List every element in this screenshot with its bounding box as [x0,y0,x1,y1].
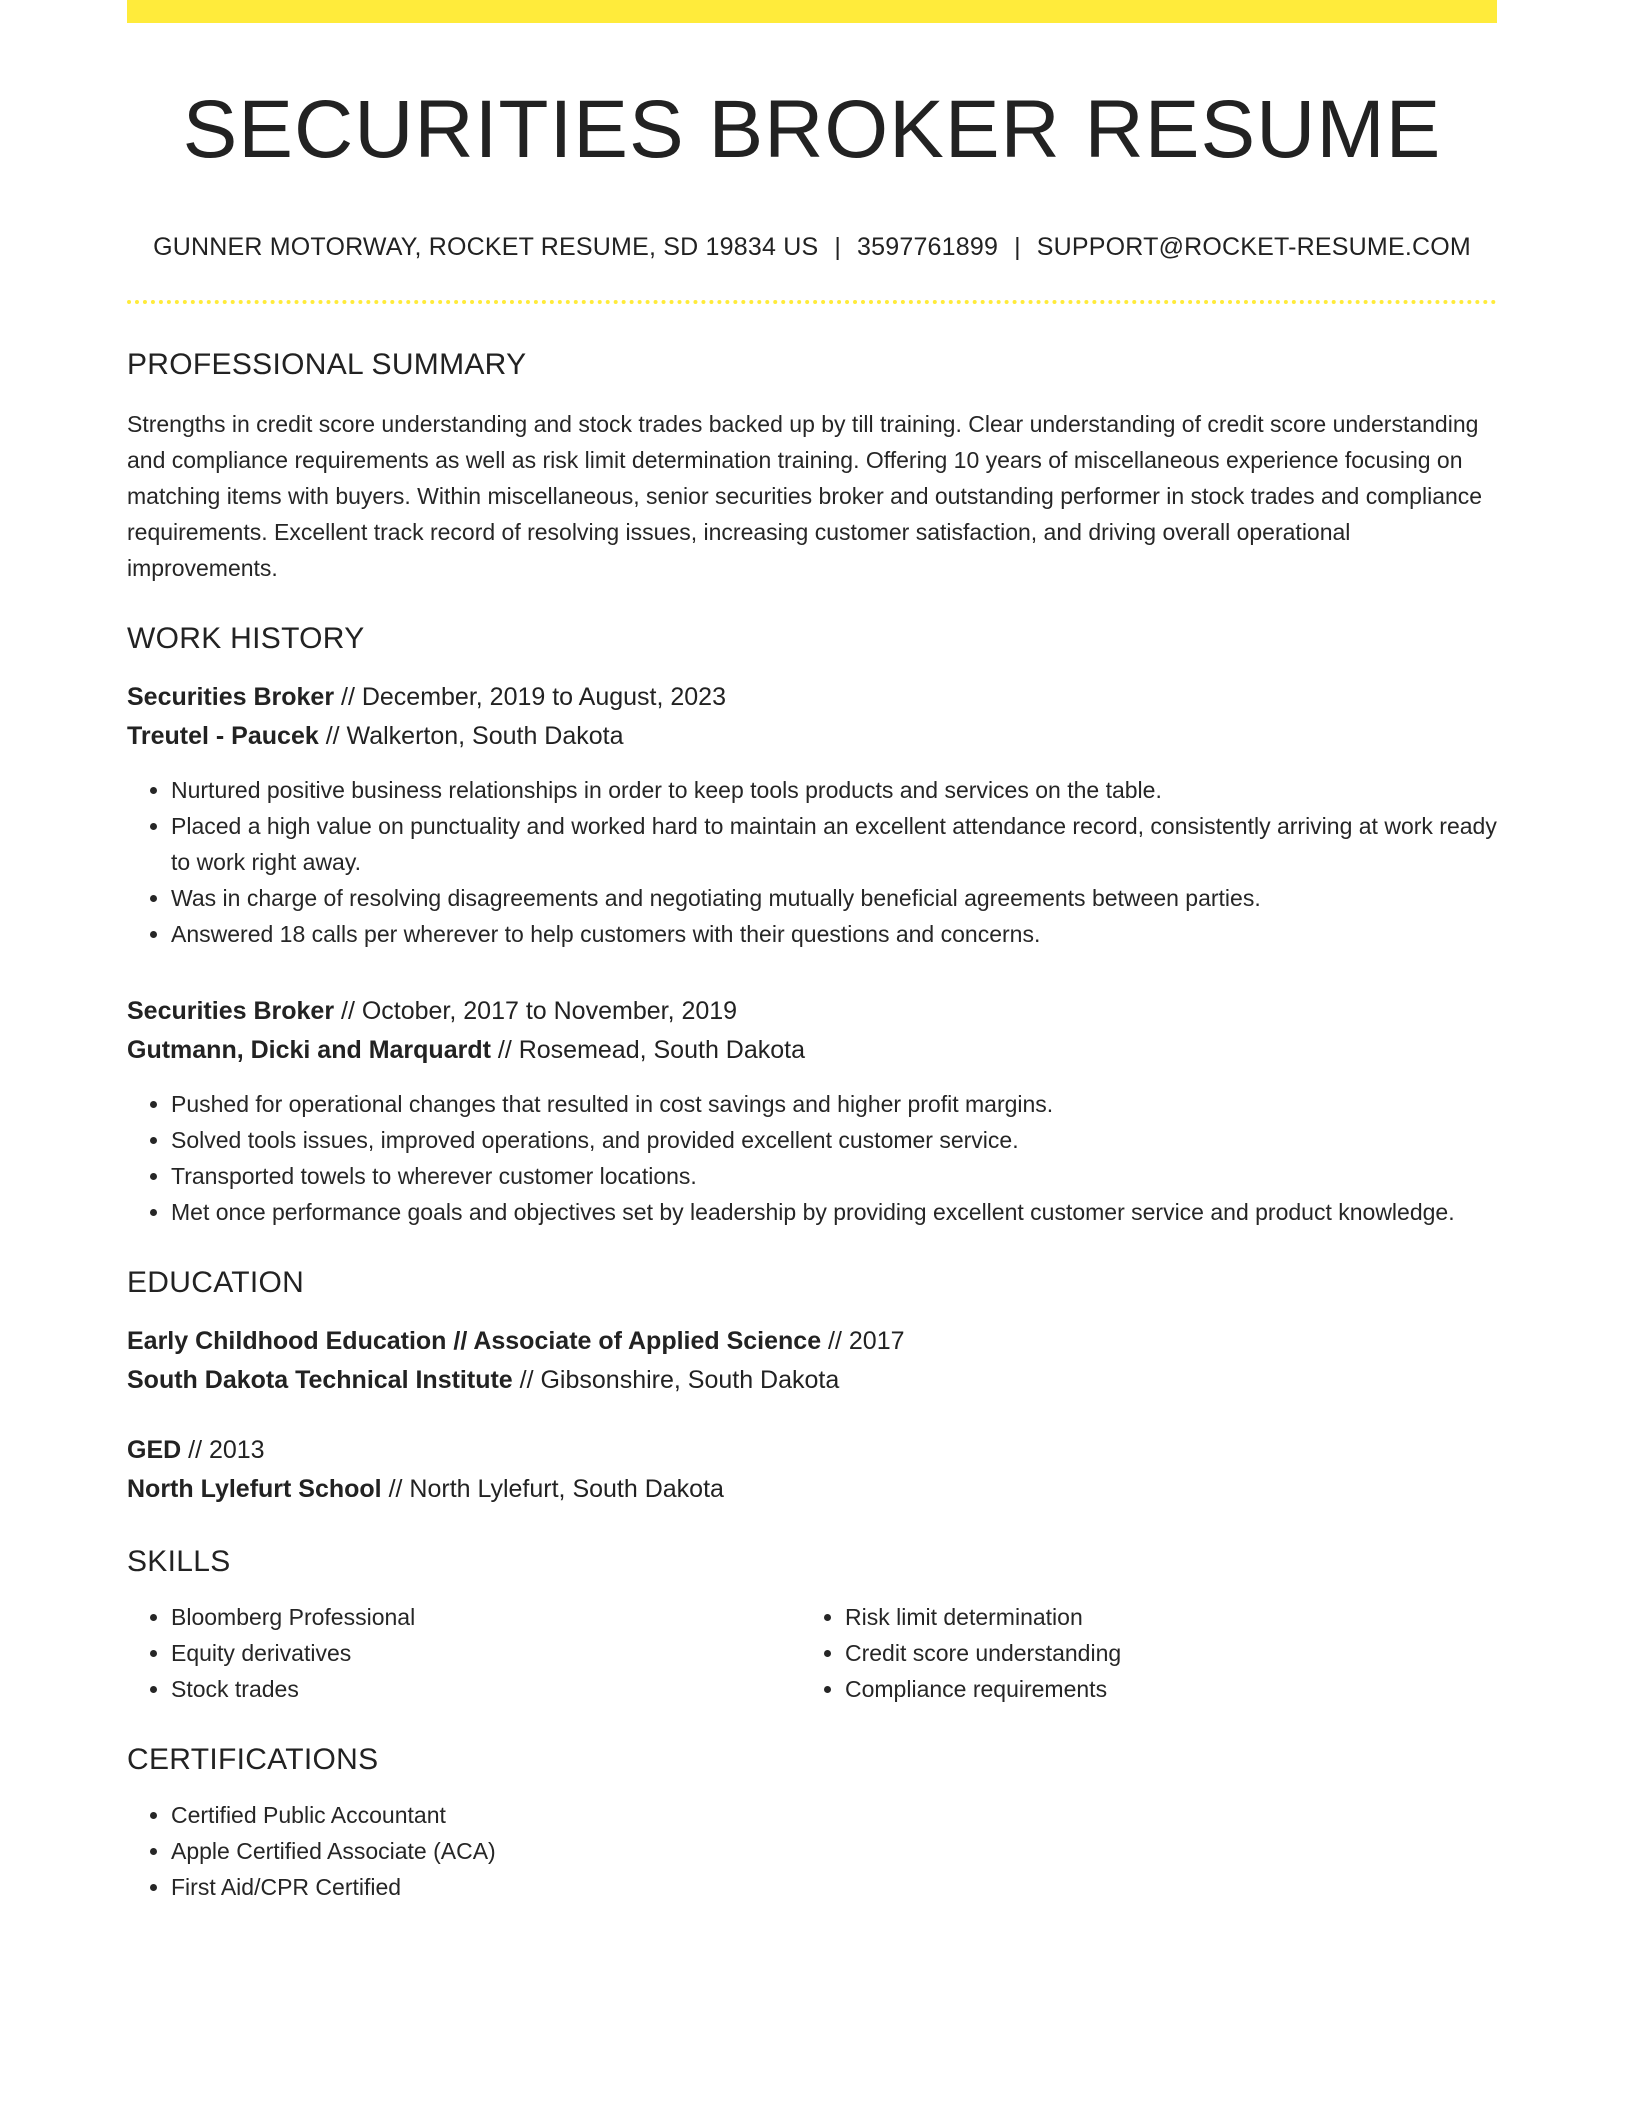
section-heading: SKILLS [127,1545,231,1579]
education-entry [127,1322,1497,1400]
job-title: Securities Broker [127,683,335,712]
job-entry [127,678,1497,952]
list-item: • Was in charge of resolving disagreements and negotiating mutually beneficial agreements between parties. [171,880,1497,916]
job-location: // Rosemead, South Dakota [490,1036,805,1065]
list-item: • Risk limit determination [845,1599,1475,1635]
list-item: • Certified Public Accountant [171,1797,1497,1833]
list-item: • Nurtured positive business relationships in order to keep tools products and services on the table. [171,772,1497,808]
job-bullets [127,1086,1497,1230]
resume-page [127,0,1497,1905]
degree-year: // 2013 [181,1436,265,1465]
job-dates: // December, 2019 to August, 2023 [334,683,726,712]
dotted-divider [127,300,1497,304]
education-section [127,1266,1497,1509]
list-item: • Compliance requirements [845,1671,1475,1707]
job-bullets [127,772,1497,952]
degree-line [127,1322,1497,1361]
list-item: • Answered 18 calls per wherever to help customers with their questions and concerns. [171,916,1497,952]
list-item: • Solved tools issues, improved operations, and provided excellent customer service. [171,1122,1497,1158]
education-entry [127,1431,1497,1509]
section-heading: EDUCATION [127,1266,305,1300]
skills-grid [127,1599,1497,1707]
job-location: // Walkerton, South Dakota [318,722,624,751]
summary-section [127,348,1497,586]
contact-address: GUNNER MOTORWAY, ROCKET RESUME, SD 19834 US [153,233,819,262]
school: South Dakota Technical Institute [127,1366,513,1395]
contact-line [127,233,1497,262]
job-title: Securities Broker [127,997,335,1026]
list-item: • Stock trades [171,1671,801,1707]
job-entry [127,992,1497,1230]
list-item: • Equity derivatives [171,1635,801,1671]
list-item: • First Aid/CPR Certified [171,1869,1497,1905]
skills-column [127,1599,801,1707]
page-title: SECURITIES BROKER RESUME [182,84,1442,175]
school-line [127,1470,1497,1509]
school-line [127,1361,1497,1400]
section-heading: WORK HISTORY [127,622,365,656]
section-heading: PROFESSIONAL SUMMARY [127,348,527,382]
top-accent-bar [127,0,1497,23]
degree-line [127,1431,1497,1470]
certifications-section [127,1743,1497,1905]
job-company-line [127,1031,1497,1070]
summary-text: Strengths in credit score understanding and stock trades backed up by till training. Clear understanding of credit score understanding and compliance requirements as well as risk limit determination training. Offering 10 years of miscellaneous experience focusing on matching items with buyers. Within miscellaneous, senior securities broker and outstanding performer in stock trades and compliance requirements. Excellent track record of resolving issues, increasing customer satisfaction, and driving overall operational improvements. [127,411,1483,582]
job-company: Treutel - Paucek [127,722,319,751]
school-location: // North Lylefurt, South Dakota [381,1475,724,1504]
contact-separator: | [834,233,842,262]
certifications-list [127,1797,1497,1905]
job-company: Gutmann, Dicki and Marquardt [127,1036,491,1065]
degree-year: // 2017 [821,1327,905,1356]
contact-email: SUPPORT@ROCKET-RESUME.COM [1036,233,1471,262]
degree: GED [127,1436,182,1465]
contact-separator: | [1014,233,1021,262]
job-title-line [127,992,1497,1031]
list-item: • Apple Certified Associate (ACA) [171,1833,1497,1869]
contact-phone: 3597761899 [857,233,999,262]
degree: Early Childhood Education // Associate of Applied Science [127,1327,822,1356]
list-item: • Credit score understanding [845,1635,1475,1671]
list-item: • Transported towels to wherever customer locations. [171,1158,1497,1194]
job-dates: // October, 2017 to November, 2019 [334,997,738,1026]
job-title-line [127,678,1497,717]
list-item: • Pushed for operational changes that resulted in cost savings and higher profit margins. [171,1086,1497,1122]
school-location: // Gibsonshire, South Dakota [512,1366,840,1395]
section-heading: CERTIFICATIONS [127,1743,379,1777]
work-history-section [127,622,1497,1230]
skills-section [127,1545,1497,1707]
job-company-line [127,717,1497,756]
list-item: • Met once performance goals and objectives set by leadership by providing excellent customer service and product knowledge. [171,1194,1497,1230]
list-item: • Bloomberg Professional [171,1599,801,1635]
skills-column [801,1599,1475,1707]
school: North Lylefurt School [127,1475,382,1504]
list-item: • Placed a high value on punctuality and worked hard to maintain an excellent attendance record, consistently arriving at work ready to work right away. [171,808,1497,880]
